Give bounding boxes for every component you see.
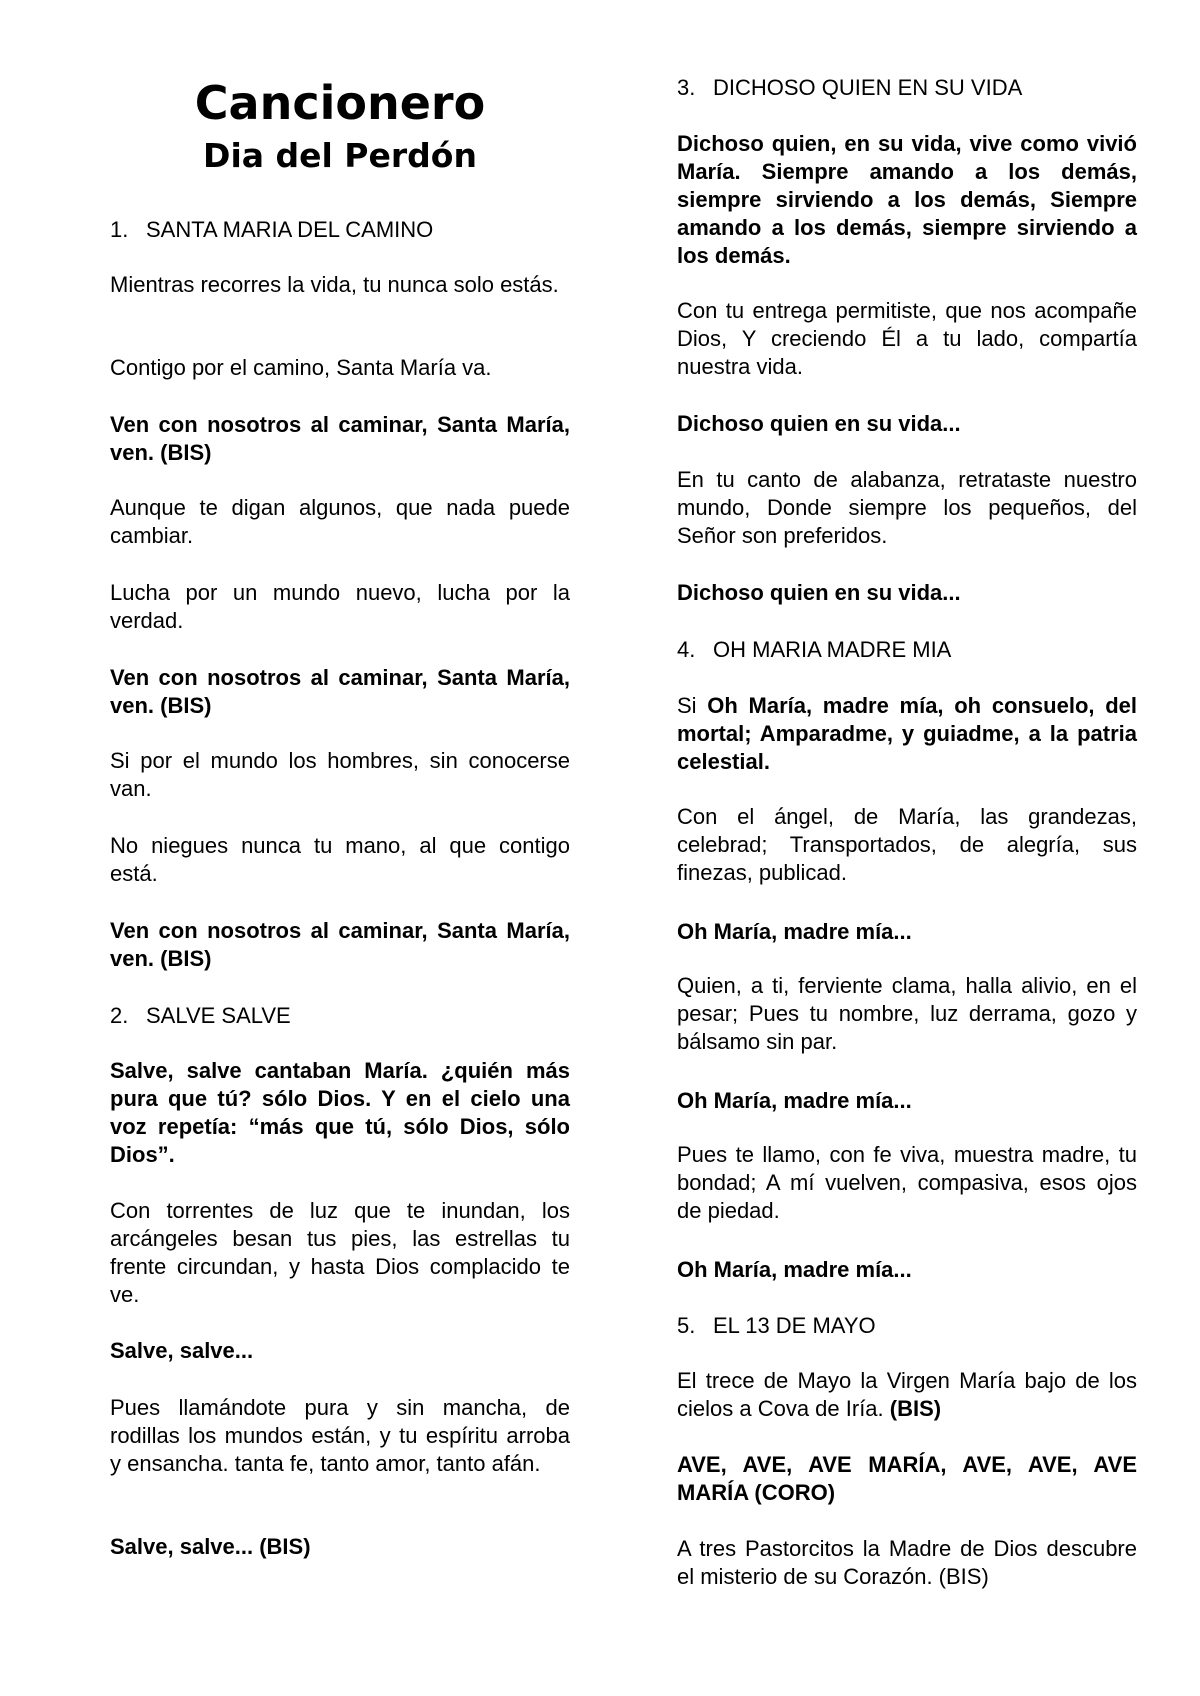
song-4-verse: Quien, a ti, ferviente clama, halla alivio, en el pesar; Pues tu nombre, luz derrama, gozo y bálsamo sin par. — [677, 973, 1137, 1054]
song-1-verse: No niegues nunca tu mano, al que contigo está. — [110, 833, 570, 886]
song-4-verse: Pues te llamo, con fe viva, muestra madre, tu bondad; A mí vuelven, compasiva, esos ojos de piedad. — [677, 1142, 1137, 1223]
song-1-chorus: Ven con nosotros al caminar, Santa María, ven. (BIS) — [110, 412, 570, 465]
page-title: Cancionero — [194, 76, 486, 130]
song-heading-2: 2. SALVE SALVE — [110, 1003, 291, 1028]
song-1-chorus: Ven con nosotros al caminar, Santa María, ven. (BIS) — [110, 665, 570, 718]
song-4-refrain: Oh María, madre mía... — [677, 919, 912, 944]
song-3-refrain: Dichoso quien en su vida... — [677, 580, 961, 605]
song-3-verse: En tu canto de alabanza, retrataste nuestro mundo, Donde siempre los pequeños, del Señor son preferidos. — [677, 467, 1137, 548]
song-1-verse: Lucha por un mundo nuevo, lucha por la verdad. — [110, 580, 570, 633]
song-2-verse: Pues llamándote pura y sin mancha, de rodillas los mundos están, y tu espíritu arroba y ensancha. tanta fe, tanto amor, tanto afán. — [110, 1395, 570, 1476]
song-5-verse: A tres Pastorcitos la Madre de Dios descubre el misterio de su Corazón. (BIS) — [677, 1536, 1137, 1589]
song-heading-4: 4. OH MARIA MADRE MIA — [677, 637, 952, 662]
song-2-refrain: Salve, salve... — [110, 1338, 254, 1363]
song-4-refrain: Oh María, madre mía... — [677, 1257, 912, 1282]
song-1-verse: Contigo por el camino, Santa María va. — [110, 355, 492, 380]
song-2-verse: Con torrentes de luz que te inundan, los arcángeles besan tus pies, las estrellas tu frente circundan, y hasta Dios complacido te ve. — [110, 1198, 570, 1307]
song-1-verse: Si por el mundo los hombres, sin conocerse van. — [110, 748, 570, 801]
song-1-verse: Mientras recorres la vida, tu nunca solo estás. — [110, 272, 559, 297]
song-heading-5: 5. EL 13 DE MAYO — [677, 1313, 876, 1338]
song-5-chorus: AVE, AVE, AVE MARÍA, AVE, AVE, AVE MARÍA (CORO) — [677, 1452, 1137, 1505]
page-subtitle: Dia del Perdón — [203, 136, 477, 175]
song-5-verse: El trece de Mayo la Virgen María bajo de los cielos a Cova de Iría. (BIS) — [677, 1368, 1137, 1421]
song-1-verse: Aunque te digan algunos, que nada puede cambiar. — [110, 495, 570, 548]
song-4-chorus: Si Oh María, madre mía, oh consuelo, del mortal; Amparadme, y guiadme, a la patria celestial. — [677, 693, 1137, 774]
song-4-verse: Con el ángel, de María, las grandezas, celebrad; Transportados, de alegría, sus finezas, publicad. — [677, 804, 1137, 885]
song-heading-3: 3. DICHOSO QUIEN EN SU VIDA — [677, 75, 1023, 100]
song-3-verse: Con tu entrega permitiste, que nos acompañe Dios, Y creciendo Él a tu lado, compartía nuestra vida. — [677, 298, 1137, 379]
song-2-chorus: Salve, salve cantaban María. ¿quién más pura que tú? sólo Dios. Y en el cielo una voz repetía: “más que tú, sólo Dios, sólo Dios”. — [110, 1058, 570, 1167]
song-3-refrain: Dichoso quien en su vida... — [677, 411, 961, 436]
song-4-refrain: Oh María, madre mía... — [677, 1088, 912, 1113]
song-1-chorus: Ven con nosotros al caminar, Santa María, ven. (BIS) — [110, 918, 570, 971]
song-2-refrain: Salve, salve... (BIS) — [110, 1534, 311, 1559]
song-heading-1: 1. SANTA MARIA DEL CAMINO — [110, 217, 434, 242]
song-3-chorus: Dichoso quien, en su vida, vive como vivió María. Siempre amando a los demás, siempre sirviendo a los demás, Siempre amando a los demás, siempre sirviendo a los demás. — [677, 131, 1137, 268]
